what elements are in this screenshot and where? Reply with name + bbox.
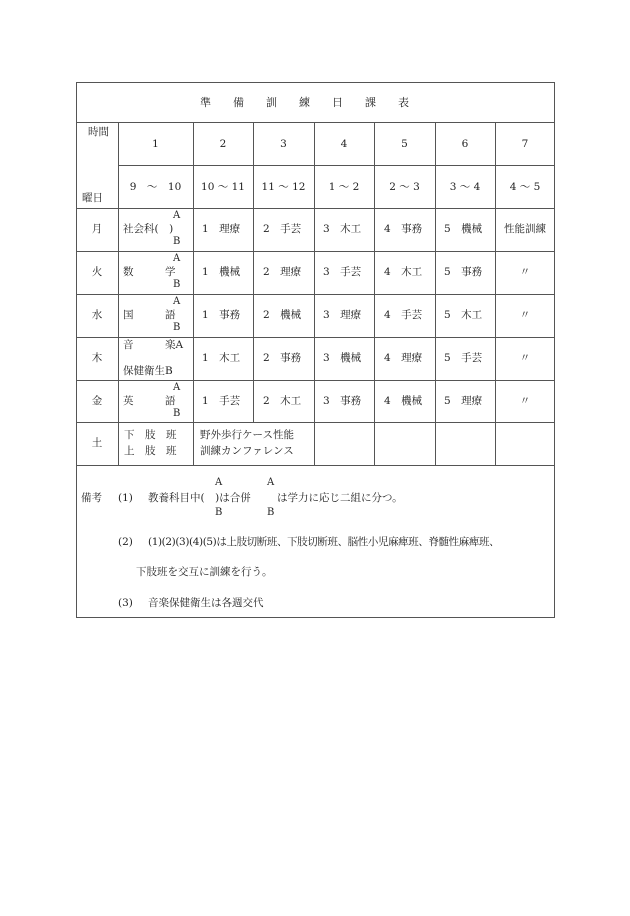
cell: 5 事務 — [444, 266, 483, 278]
subject: 数 学 — [123, 266, 176, 278]
period-number: 7 — [521, 138, 529, 150]
time-range: 1 ～ 2 — [328, 181, 360, 193]
group-mark-b: B — [173, 279, 181, 290]
cell: 1 木工 — [202, 352, 241, 364]
day-label: 土 — [91, 437, 103, 449]
subject-line1: 音 楽A — [123, 339, 184, 351]
grid-line — [76, 337, 555, 338]
group-mark-b: B — [173, 408, 181, 419]
period-number: 1 — [152, 138, 159, 150]
grid-line — [76, 208, 555, 209]
time-range: 11 ～ 12 — [261, 181, 306, 193]
subject-line1: 下 肢 班 — [124, 429, 177, 441]
remark-number: (2) — [118, 536, 133, 548]
cell: 4 事務 — [384, 223, 423, 235]
cell: 2 理療 — [263, 266, 302, 278]
subject-line2: 上 肢 班 — [124, 445, 177, 457]
remark-text: (1)(2)(3)(4)(5)は上肢切断班、下肢切断班、脳性小児麻痺班、脊髄性麻痺班、 — [148, 536, 500, 548]
group-mark-a: A — [173, 382, 181, 393]
grid-line — [118, 122, 119, 465]
remark-text: 音楽保健衛生は各週交代 — [148, 597, 264, 609]
cell: 1 機械 — [202, 266, 241, 278]
remark-text: 下肢班を交互に訓練を行う。 — [136, 566, 273, 578]
cell: 1 手芸 — [202, 395, 241, 407]
corner-label-time: 時間 — [88, 126, 109, 138]
cell: 3 機械 — [323, 352, 362, 364]
grid-line — [253, 122, 254, 422]
group-mark-a: A — [173, 296, 181, 307]
cell: 4 手芸 — [384, 309, 423, 321]
merged-cell-line1: 野外歩行ケース性能 — [200, 429, 294, 441]
time-range: 3 ～ 4 — [449, 181, 481, 193]
grid-line — [495, 122, 496, 465]
ditto-mark: 〃 — [519, 352, 531, 364]
group-mark-a: A — [267, 477, 275, 488]
cell: 4 木工 — [384, 266, 423, 278]
cell: 2 手芸 — [263, 223, 302, 235]
cell: 2 事務 — [263, 352, 302, 364]
time-range: 2 ～ 3 — [389, 181, 420, 193]
period-number: 5 — [401, 138, 408, 150]
remark-number: (1) — [118, 492, 133, 504]
period-number: 2 — [219, 138, 227, 150]
grid-line — [76, 422, 555, 423]
cell: 1 事務 — [202, 309, 241, 321]
day-label: 木 — [91, 352, 103, 364]
ditto-mark: 〃 — [519, 266, 531, 278]
cell: 3 木工 — [323, 223, 362, 235]
grid-line — [76, 122, 555, 123]
page-title: 準備訓練日課表 — [200, 96, 431, 109]
day-label: 水 — [91, 309, 103, 321]
group-mark-b: B — [267, 507, 275, 518]
cell: 3 手芸 — [323, 266, 362, 278]
remark-text: は学力に応じ二組に分つ。 — [277, 492, 403, 504]
day-label: 火 — [91, 266, 103, 278]
corner-label-day: 曜日 — [82, 192, 103, 204]
day-label: 金 — [91, 395, 103, 407]
grid-line — [374, 122, 375, 465]
group-mark-a: A — [173, 253, 181, 264]
day-label: 月 — [91, 223, 103, 235]
group-mark-b: B — [215, 507, 223, 518]
cell: 5 理療 — [444, 395, 483, 407]
time-range: 10 ～ 11 — [201, 181, 245, 193]
cell: 性能訓練 — [504, 223, 546, 235]
period-number: 4 — [340, 138, 348, 150]
remark-text: 教養科目中( )は合併 — [148, 492, 251, 504]
cell: 2 機械 — [263, 309, 302, 321]
group-mark-b: B — [173, 322, 181, 333]
remarks-label: 備考 — [81, 492, 102, 504]
period-number: 6 — [461, 138, 469, 150]
grid-line — [118, 165, 555, 166]
grid-line — [76, 465, 555, 466]
grid-line — [193, 122, 194, 465]
cell: 5 機械 — [444, 223, 483, 235]
remark-number: (3) — [118, 597, 133, 609]
time-range: 9 ～ 10 — [129, 181, 182, 193]
cell: 1 理療 — [202, 223, 241, 235]
grid-line — [76, 294, 555, 295]
cell: 4 機械 — [384, 395, 423, 407]
subject: 英 語 — [123, 395, 176, 407]
period-number: 3 — [280, 138, 287, 150]
group-mark-a: A — [215, 477, 223, 488]
grid-line — [76, 251, 555, 252]
cell: 5 木工 — [444, 309, 483, 321]
grid-line — [314, 122, 315, 465]
ditto-mark: 〃 — [519, 309, 531, 321]
subject: 国 語 — [123, 309, 176, 321]
cell: 5 手芸 — [444, 352, 483, 364]
subject: 社会科( ) — [123, 223, 174, 235]
grid-line — [76, 380, 555, 381]
cell: 2 木工 — [263, 395, 302, 407]
time-range: 4 ～ 5 — [509, 181, 541, 193]
grid-line — [435, 122, 436, 465]
merged-cell-line2: 訓練カンファレンス — [200, 445, 294, 457]
subject-line2: 保健衛生B — [123, 365, 173, 377]
cell: 4 理療 — [384, 352, 423, 364]
group-mark-b: B — [173, 236, 181, 247]
cell: 3 事務 — [323, 395, 362, 407]
group-mark-a: A — [173, 210, 181, 221]
ditto-mark: 〃 — [519, 395, 531, 407]
cell: 3 理療 — [323, 309, 362, 321]
